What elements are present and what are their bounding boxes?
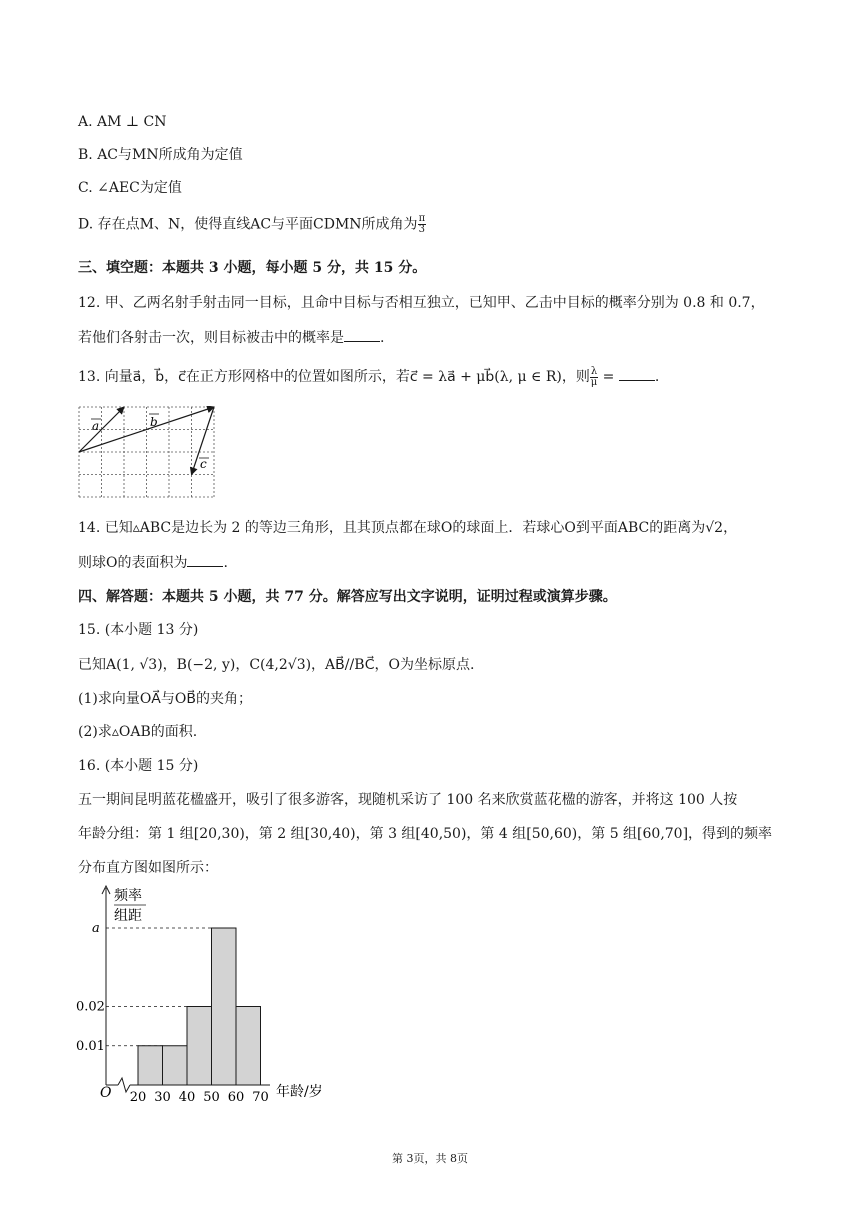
x-tick-label-3: 50: [203, 1090, 220, 1105]
q15-given: 已知A(1, √3)，B(−2, y)，C(4,2√3)，AB⃗//BC⃗，O为坐标原点.: [78, 657, 475, 673]
lambda-over-mu-fraction: $\frac{\lambda}{\mu}$: [590, 365, 598, 388]
x-tick-label-4: 60: [227, 1090, 245, 1105]
q16-header: 16. (本小题 15 分): [78, 758, 199, 774]
q11-option-c: C. ∠AEC为定值: [78, 180, 182, 196]
q11-option-d-text: D. 存在点M、N，使得直线AC与平面CDMN所成角为: [78, 216, 418, 233]
x-tick-label-2: 40: [178, 1090, 196, 1105]
answer-blank: [187, 552, 223, 567]
q16-line-1: 五一期间昆明蓝花楹盛开，吸引了很多游客，现随机采访了 100 名来欣赏蓝花楹的游客，并将这 100 人按: [78, 792, 738, 808]
section-3-title: 三、填空题：本题共 3 小题，每小题 5 分，共 15 分。: [78, 260, 427, 276]
q11-option-b: B. AC与MN所成角为定值: [78, 147, 243, 163]
q15-header: 15. (本小题 13 分): [78, 622, 199, 638]
axis-break: [118, 1078, 130, 1092]
x-tick-label-5: 70: [252, 1090, 269, 1105]
vector-c-label: c: [200, 457, 207, 471]
histogram-bar-4: [236, 1007, 261, 1086]
q11-option-d: [78, 214, 426, 235]
origin-label: O: [100, 1085, 112, 1101]
pi-over-3-fraction: $\frac{\pi}{3}$: [418, 213, 426, 235]
y-label-top: 频率: [114, 888, 142, 904]
section-4-title: 四、解答题：本题共 5 小题，共 77 分。解答应写出文字说明，证明过程或演算步骤。: [78, 589, 617, 605]
y-label-bottom: 组距: [114, 908, 142, 924]
histogram-bar-1: [163, 1046, 188, 1085]
q14-line-1: 14. 已知▵ABC是边长为 2 的等边三角形，且其顶点都在球O的球面上．若球心O到平面ABC的距离为√2，: [78, 520, 738, 536]
histogram-bar-0: [138, 1046, 163, 1085]
vector-b-label: b: [150, 415, 158, 429]
histogram-bar-2: [187, 1007, 212, 1086]
y-tick-label-1: 0.02: [76, 999, 105, 1015]
q12-line-1: 12. 甲、乙两名射手射击同一目标，且命中目标与否相互独立，已知甲、乙击中目标的概率分别为 0.8 和 0.7，: [78, 295, 765, 311]
x-tick-label-1: 30: [154, 1090, 171, 1105]
q15-part-1: (1)求向量OA⃗与OB⃗的夹角；: [78, 691, 252, 707]
frequency-histogram: [70, 880, 340, 1105]
vector-a-arrow: [79, 407, 124, 452]
q14-line-2: 则球O的表面积为 .: [78, 552, 228, 573]
x-axis-label: 年龄/岁: [276, 1084, 323, 1100]
vector-grid-figure: [78, 406, 218, 500]
grid-lines: [79, 407, 214, 497]
q12-line-2: 若他们各射击一次，则目标被击中的概率是 .: [78, 327, 384, 348]
vector-a-label: a: [92, 419, 100, 433]
q16-line-2: 年龄分组：第 1 组[20,30)，第 2 组[30,40)，第 3 组[40,50)，第 4 组[50,60)，第 5 组[60,70]，得到的频率: [78, 826, 773, 842]
x-tick-label-0: 20: [129, 1090, 147, 1105]
q15-part-2: (2)求▵OAB的面积.: [78, 724, 198, 740]
page-footer: 第 3页，共 8页: [392, 1152, 468, 1165]
answer-blank: [344, 327, 380, 342]
q16-line-3: 分布直方图如图所示：: [78, 860, 218, 876]
histogram-bar-3: [212, 928, 237, 1085]
y-tick-label-2: 0.01: [76, 1038, 105, 1054]
y-tick-label-0: a: [92, 921, 100, 936]
q11-option-a: A. AM ⊥ CN: [78, 114, 167, 130]
q13-text: 13. 向量a⃗，b⃗，c⃗在正方形网格中的位置如图所示，若c⃗ = λa⃗ + μb⃗(λ, μ ∈ R)，则 $\frac{\lambda}{\mu}$ = .: [78, 365, 660, 388]
answer-blank: [619, 366, 655, 381]
